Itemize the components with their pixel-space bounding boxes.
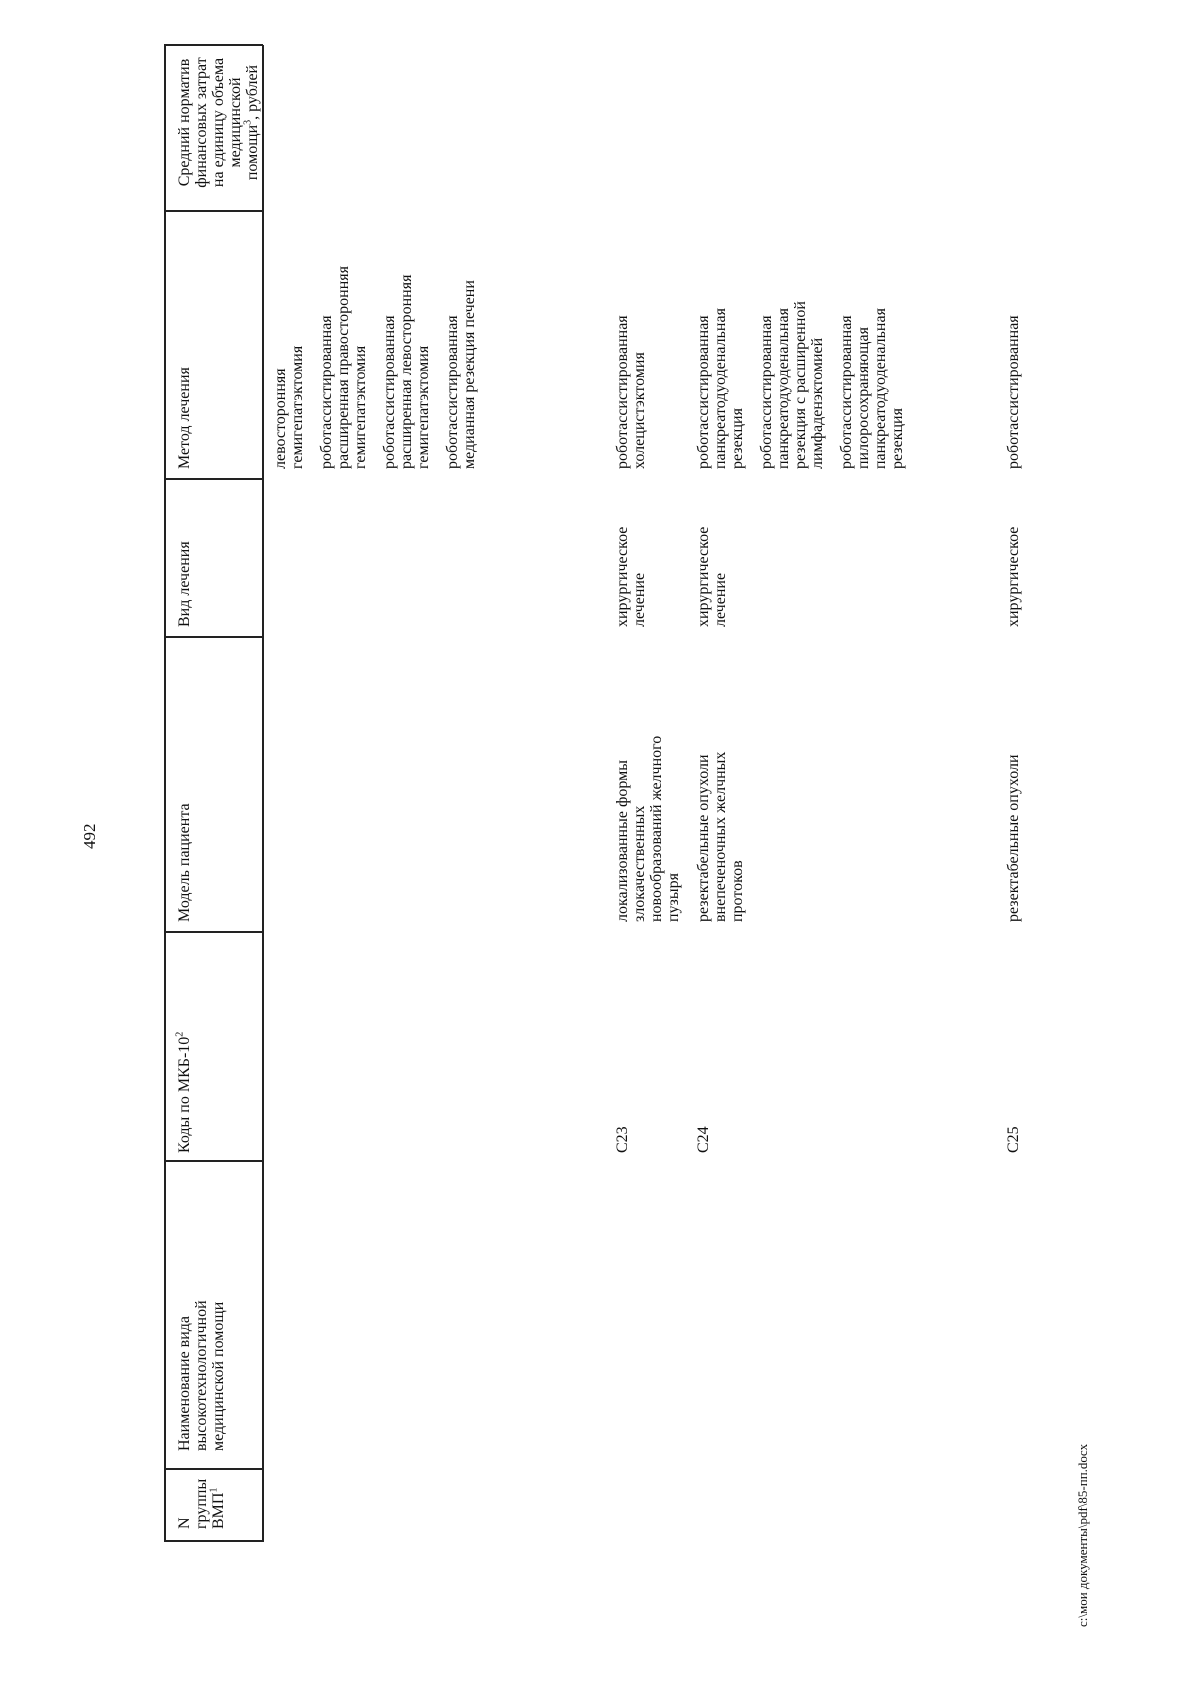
header-avg-cost: Средний норматив финансовых затрат на единицу объема медицинской помощи$^3$, рублей [176, 57, 261, 188]
col-divider [164, 1469, 263, 1471]
col-divider [164, 932, 263, 934]
col-divider [164, 637, 263, 639]
header-bottom-border [262, 45, 264, 1542]
footer-file-path: c:\мои документы\pdf\85-пп.docx [1075, 1443, 1090, 1627]
header-treatment-method: Метод лечения [176, 367, 193, 469]
row-c24-model: резектабельные опухоли внепеченочных желчных протоков [695, 751, 746, 922]
header-icd-codes: Коды по МКБ-$10^2$ [174, 1031, 193, 1153]
row-c25-model: резектабельные опухоли [1005, 754, 1022, 922]
row-c23-treatment: хирургическое лечение [614, 526, 648, 627]
row-c24-code: C24 [695, 1126, 712, 1153]
header-treatment-type: Вид лечения [176, 541, 193, 627]
row-c25-code: C25 [1005, 1126, 1022, 1153]
header-vmp-name: Наименование вида высокотехнологичной медицинской помощи [176, 1300, 227, 1451]
header-group-number: N группы ВМП$^1$ [176, 1478, 227, 1529]
col-divider [164, 1161, 263, 1163]
header-patient-model: Модель пациента [176, 803, 193, 922]
row-c23-model: локализованные формы злокачественных новообразований желчного пузыря [614, 735, 682, 922]
col-divider [164, 479, 263, 481]
row-c24-methods: роботассистированная панкреатодуоденальная резекция роботассистированная панкреатодуоденальная резекция с расширенной лимфаденэктомией роботассистированная пилоросохраняющая панкреатодуоденальная резекция [695, 301, 906, 469]
row-c25-method: роботассистированная [1005, 315, 1022, 469]
table-top-border [164, 45, 166, 1542]
col-divider [164, 1541, 263, 1543]
method-list-top: левосторонняя гемигепатэктомия роботассистированная расширенная правосторонняя гемигепатэктомия роботассистированная расширенная левосторонняя гемигепатэктомия роботассистированная медианная резекция печени [272, 265, 478, 469]
row-c23-method: роботассистированная холецистэктомия [614, 315, 648, 469]
row-c23-code: C23 [614, 1126, 631, 1153]
row-c24-treatment: хирургическое лечение [695, 526, 729, 627]
row-c25-treatment: хирургическое [1005, 526, 1022, 627]
col-divider [164, 211, 263, 213]
page-number: 492 [80, 823, 99, 849]
